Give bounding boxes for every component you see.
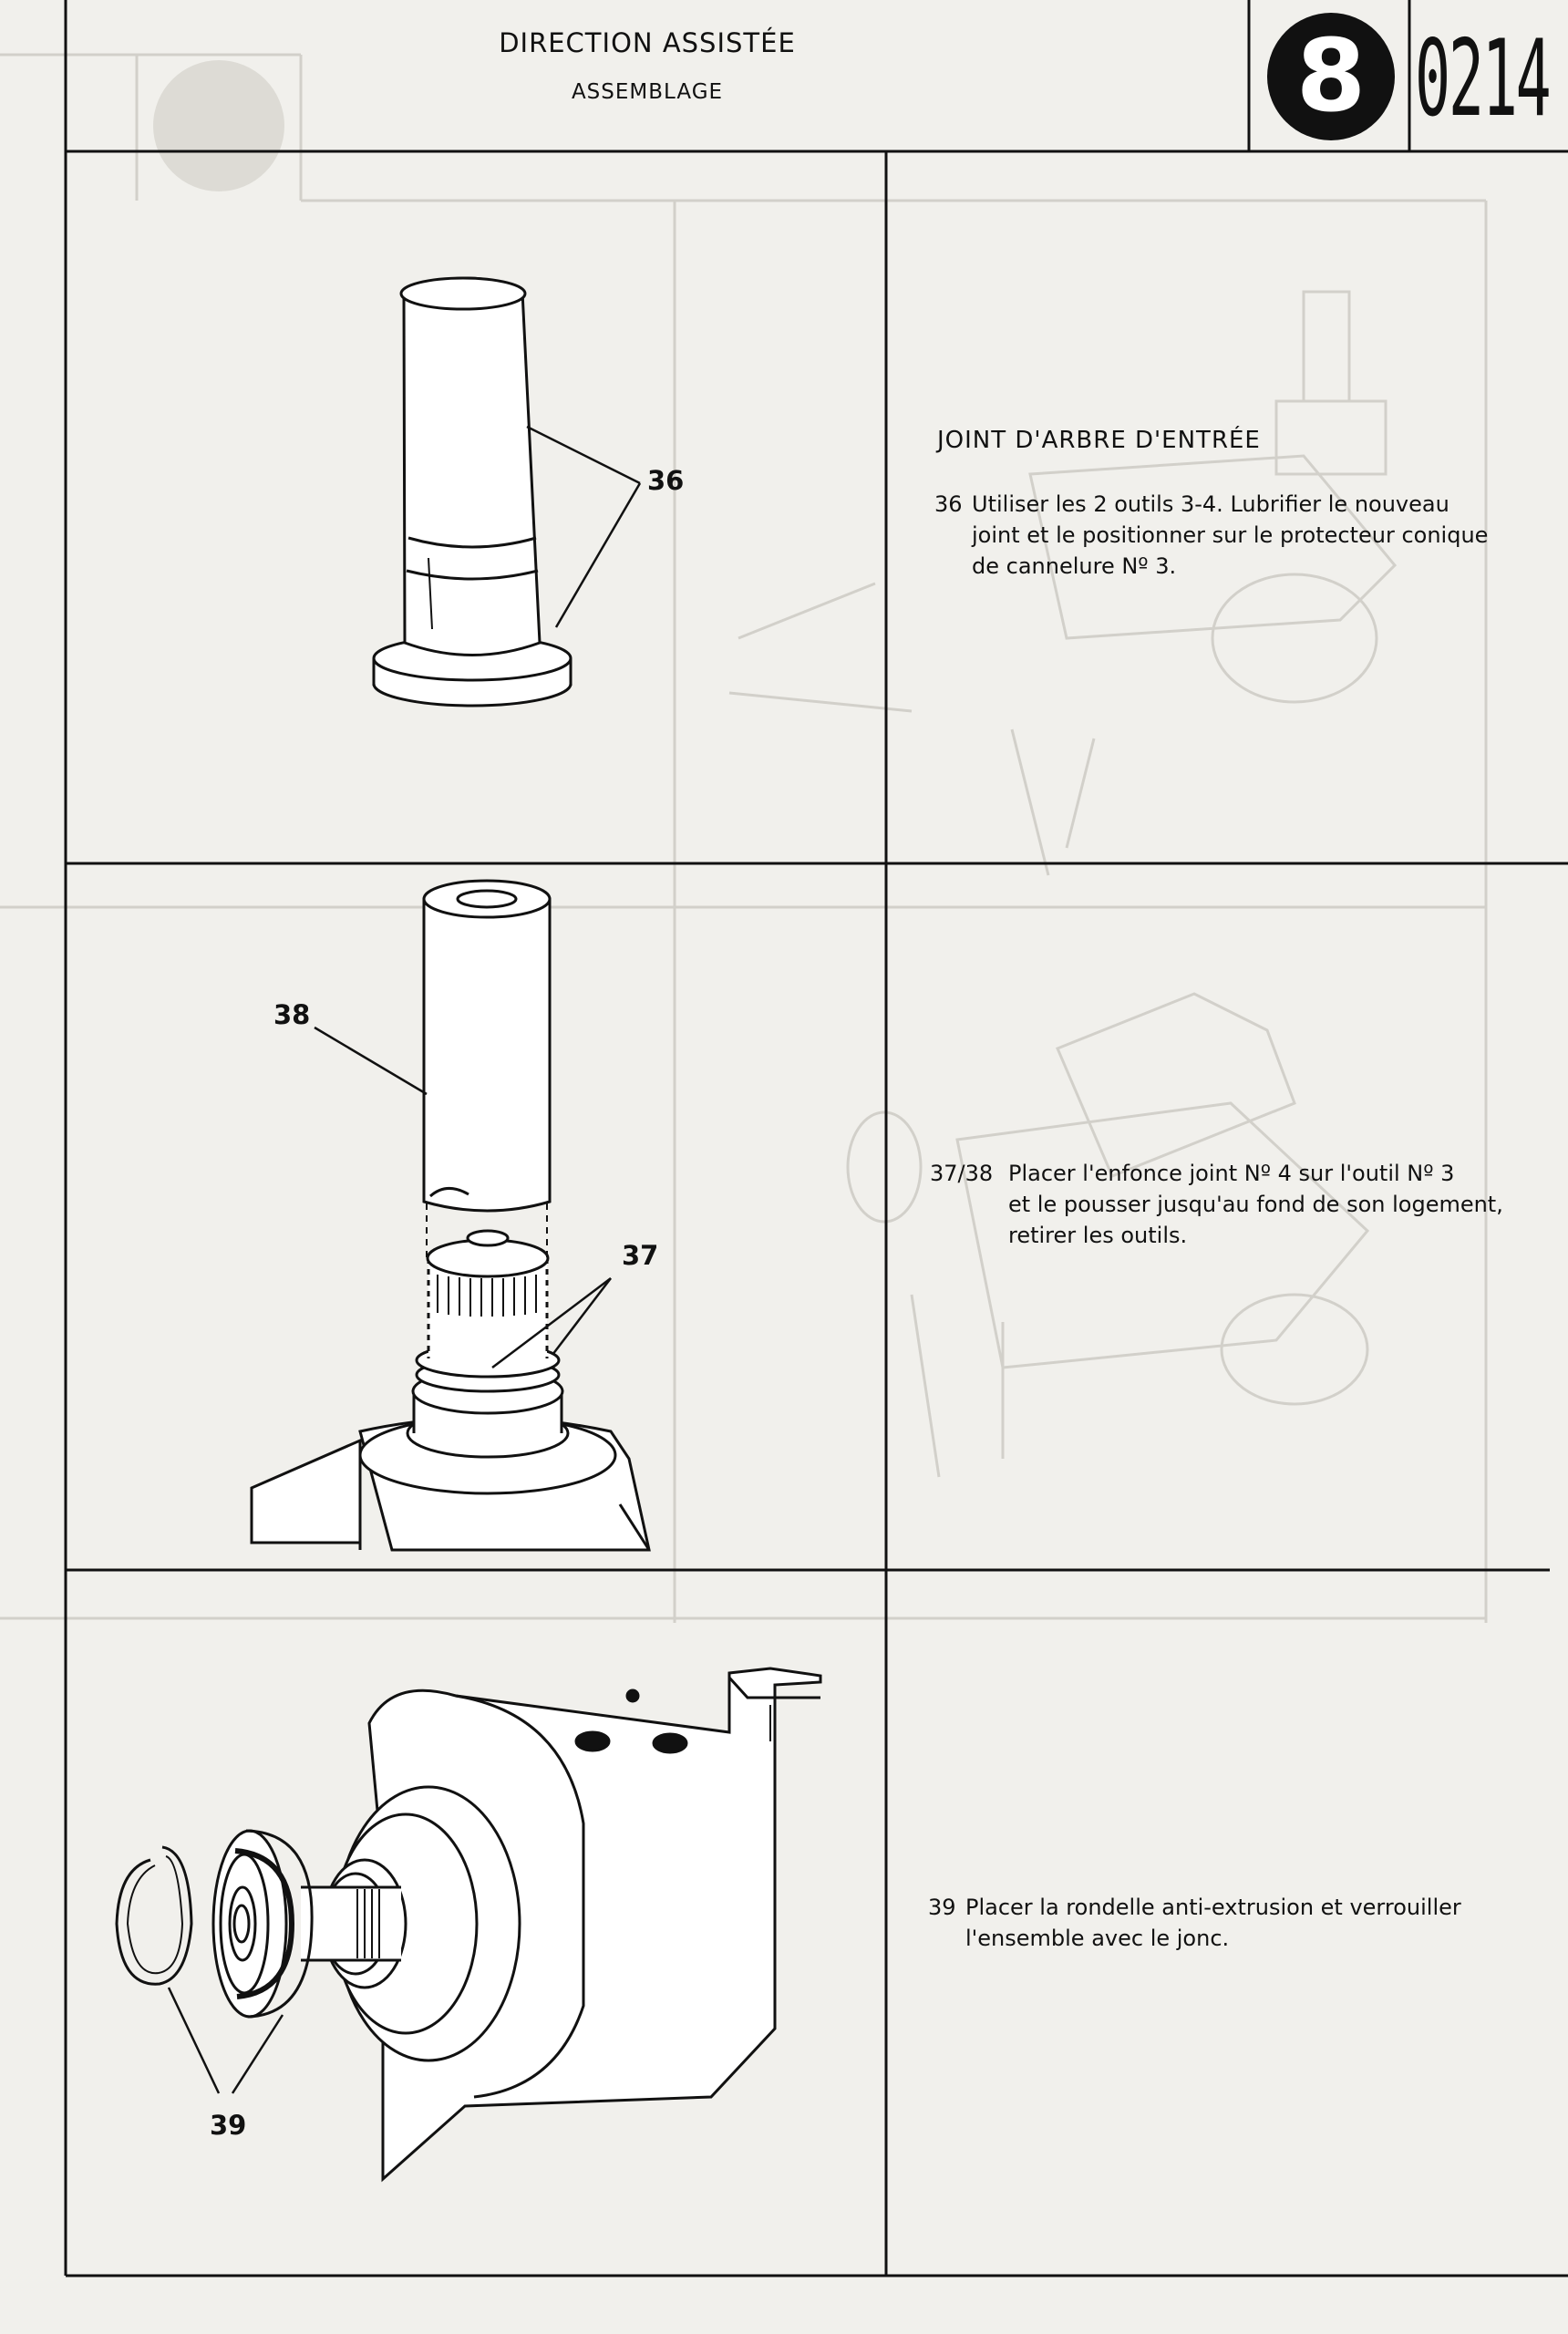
step-number: 37/38 [930, 1161, 994, 1186]
step-line: Placer la rondelle anti-extrusion et verrouiller [965, 1895, 1461, 1920]
step-37-38 [930, 1158, 1559, 1251]
figure-37-38-push-tool [252, 881, 649, 1550]
step-36 [934, 489, 1554, 582]
step-line: retirer les outils. [1008, 1223, 1188, 1248]
chapter-badge: 8 [1267, 13, 1395, 140]
section-heading-input-shaft-seal: JOINT D'ARBRE D'ENTRÉE [937, 427, 1261, 454]
step-number: 39 [928, 1895, 956, 1920]
figure-36-cone-tool [374, 278, 571, 706]
step-number: 36 [934, 491, 963, 517]
bleed-through-ghost [0, 55, 1486, 1623]
page-subtitle: ASSEMBLAGE [571, 80, 724, 104]
page-title: DIRECTION ASSISTÉE [499, 27, 796, 58]
figure-39-washer-and-ring [117, 1668, 820, 2179]
step-line: Placer l'enfonce joint Nº 4 sur l'outil Nº 3 [1008, 1161, 1455, 1186]
step-line: de cannelure Nº 3. [972, 553, 1177, 579]
step-line: Utiliser les 2 outils 3-4. Lubrifier le nouveau [972, 491, 1449, 517]
step-line: et le pousser jusqu'au fond de son logement, [1008, 1192, 1503, 1217]
page-code: 0214 [1415, 17, 1550, 140]
step-39 [928, 1892, 1557, 1954]
callout-36: 36 [647, 465, 685, 496]
step-line: l'ensemble avec le jonc. [965, 1926, 1230, 1951]
callout-38: 38 [273, 999, 311, 1030]
callout-37: 37 [622, 1240, 659, 1271]
step-line: joint et le positionner sur le protecteur conique [972, 522, 1489, 548]
callout-39: 39 [210, 2110, 247, 2141]
